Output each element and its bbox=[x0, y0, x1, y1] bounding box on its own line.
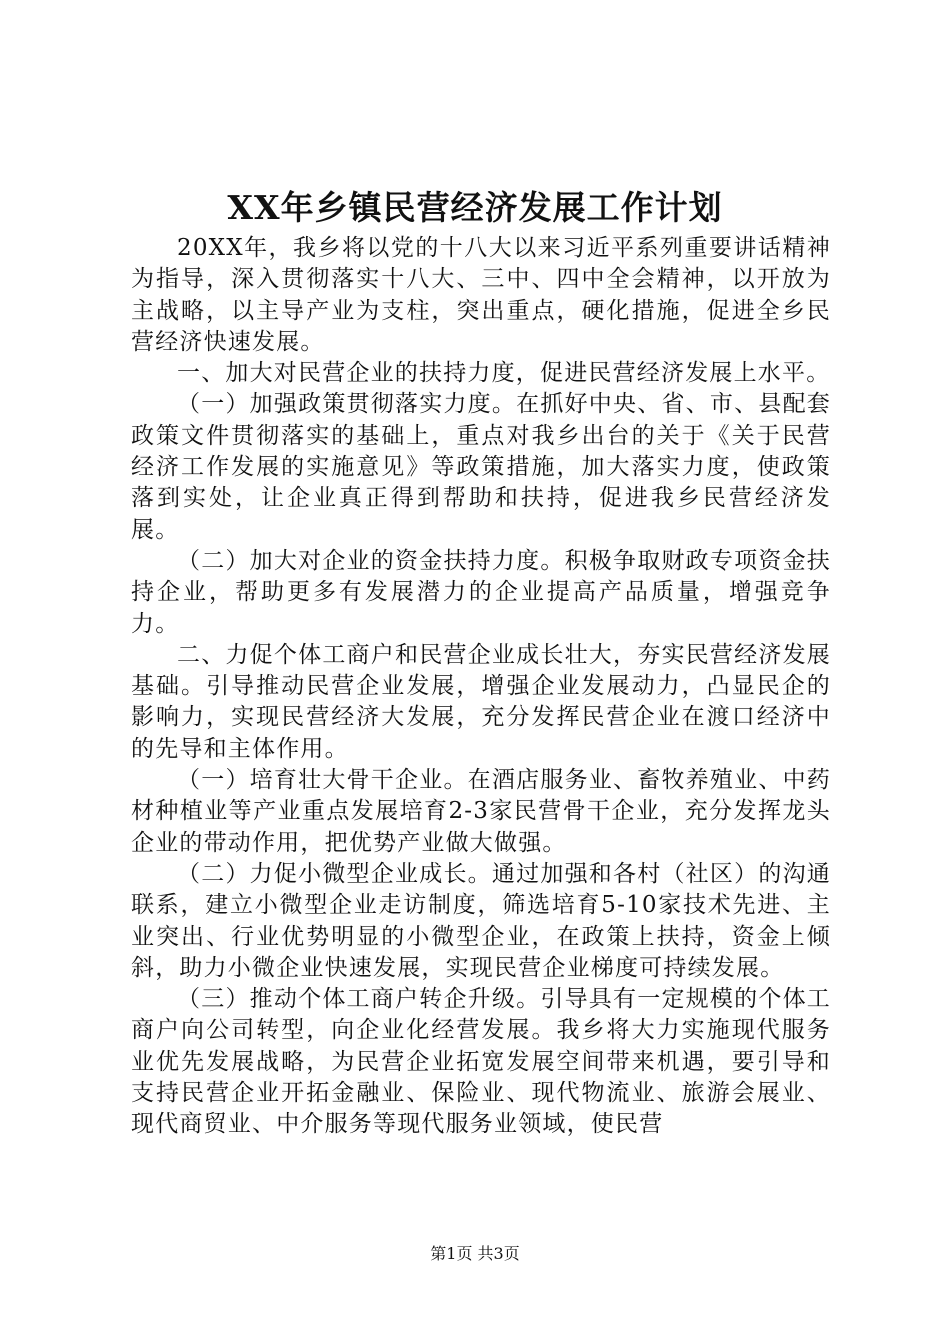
page-number-footer: 第1页 共3页 bbox=[430, 1244, 520, 1263]
paragraph-section-2-item-2: （二）力促小微型企业成长。通过加强和各村（社区）的沟通联系，建立小微型企业走访制度，筛选培育5-10家技术先进、主业突出、行业优势明显的小微型企业，在政策上扶持，资金上倾斜，助力小微企业快速发展，实现民营企业梯度可持续发展。 bbox=[131, 860, 831, 981]
paragraph-section-2-item-3: （三）推动个体工商户转企升级。引导具有一定规模的个体工商户向公司转型，向企业化经营发展。我乡将大力实施现代服务业优先发展战略，为民营企业拓宽发展空间带来机遇，要引导和支持民营企业开拓金融业、保险业、现代物流业、旅游会展业、现代商贸业、中介服务等现代服务业领域，使民营 bbox=[131, 986, 831, 1138]
document-body bbox=[131, 233, 831, 1141]
paragraph-section-1-heading: 一、加大对民营企业的扶持力度，促进民营经济发展上水平。 bbox=[177, 360, 831, 387]
paragraph-section-2-heading: 二、力促个体工商户和民营企业成长壮大，夯实民营经济发展基础。引导推动民营企业发展，增强企业发展动力，凸显民企的影响力，实现民营经济大发展，充分发挥民营企业在渡口经济中的先导和主体作用。 bbox=[131, 641, 831, 762]
paragraph-intro: 20XX年，我乡将以党的十八大以来习近平系列重要讲话精神为指导，深入贯彻落实十八大、三中、四中全会精神，以开放为主战略，以主导产业为支柱，突出重点，硬化措施，促进全乡民营经济快速发展。 bbox=[131, 235, 831, 355]
paragraph-section-1-item-1: （一）加强政策贯彻落实力度。在抓好中央、省、市、县配套政策文件贯彻落实的基础上，重点对我乡出台的关于《关于民营经济工作发展的实施意见》等政策措施，加大落实力度，使政策落到实处，让企业真正得到帮助和扶持，促进我乡民营经济发展。 bbox=[131, 391, 831, 543]
paragraph-section-1-item-2: （二）加大对企业的资金扶持力度。积极争取财政专项资金扶持企业，帮助更多有发展潜力的企业提高产品质量，增强竞争力。 bbox=[131, 547, 831, 637]
paragraph-section-2-item-1: （一）培育壮大骨干企业。在酒店服务业、畜牧养殖业、中药材种植业等产业重点发展培育2-3家民营骨干企业，充分发挥龙头企业的带动作用，把优势产业做大做强。 bbox=[131, 767, 831, 856]
document-title: XX年乡镇民营经济发展工作计划 bbox=[227, 188, 723, 227]
